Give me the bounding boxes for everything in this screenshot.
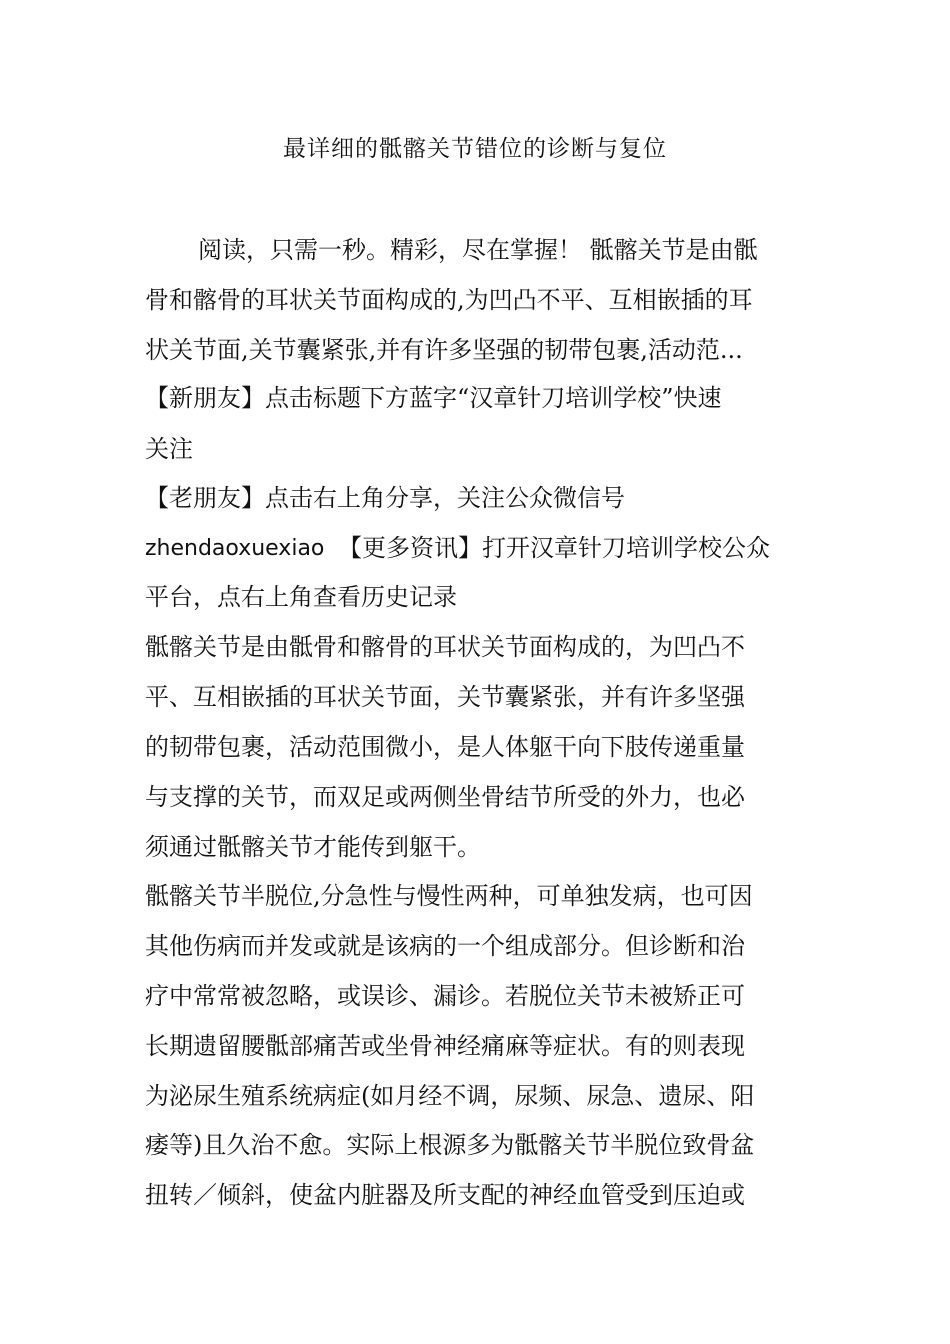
document-title: 最详细的骶髂关节错位的诊断与复位: [283, 136, 667, 162]
paragraph-line: 扭转／倾斜，使盆内脏器及所支配的神经血管受到压迫或: [145, 1181, 745, 1209]
paragraph-line: 骶髂关节半脱位,分急性与慢性两种，可单独发病，也可因: [145, 882, 753, 910]
paragraph-line: 【老朋友】点击右上角分享，关注公众微信号: [145, 484, 625, 512]
paragraph-line: 【新朋友】点击标题下方蓝字“汉章针刀培训学校”快速: [145, 384, 722, 412]
paragraph-line: 关注: [145, 435, 193, 463]
paragraph-line: 状关节面,关节囊紧张,并有许多坚强的韧带包裹,活动范...: [145, 336, 743, 364]
paragraph-line: 须通过骶髂关节才能传到躯干。: [145, 833, 481, 861]
paragraph-line: 平、互相嵌插的耳状关节面，关节囊紧张，并有许多坚强: [145, 683, 745, 711]
paragraph-line: 平台，点右上角查看历史记录: [145, 583, 457, 611]
paragraph-line: 长期遗留腰骶部痛苦或坐骨神经痛麻等症状。有的则表现: [145, 1032, 745, 1060]
paragraph-line: 骨和髂骨的耳状关节面构成的,为凹凸不平、互相嵌插的耳: [145, 286, 753, 314]
paragraph-line: 阅读，只需一秒。精彩，尽在掌握！ 骶髂关节是由骶: [198, 236, 758, 264]
wechat-id: zhendaoxuexiao: [145, 536, 325, 561]
paragraph-line: 的韧带包裹，活动范围微小，是人体躯干向下肢传递重量: [145, 733, 745, 761]
paragraph-line: 骶髂关节是由骶骨和髂骨的耳状关节面构成的，为凹凸不: [145, 633, 745, 661]
paragraph-line: 为泌尿生殖系统病症(如月经不调，尿频、尿急、遗尿、阳: [145, 1082, 755, 1110]
paragraph-line: 痿等)且久治不愈。实际上根源多为骶髂关节半脱位致骨盆: [145, 1131, 755, 1159]
paragraph-line: 疗中常常被忽略，或误诊、漏诊。若脱位关节未被矫正可: [145, 982, 745, 1010]
paragraph-line: 其他伤病而并发或就是该病的一个组成部分。但诊断和治: [145, 932, 745, 960]
paragraph-line: 与支撑的关节，而双足或两侧坐骨结节所受的外力，也必: [145, 783, 745, 811]
paragraph-line: 【更多资讯】打开汉章针刀培训学校公众: [338, 534, 770, 562]
